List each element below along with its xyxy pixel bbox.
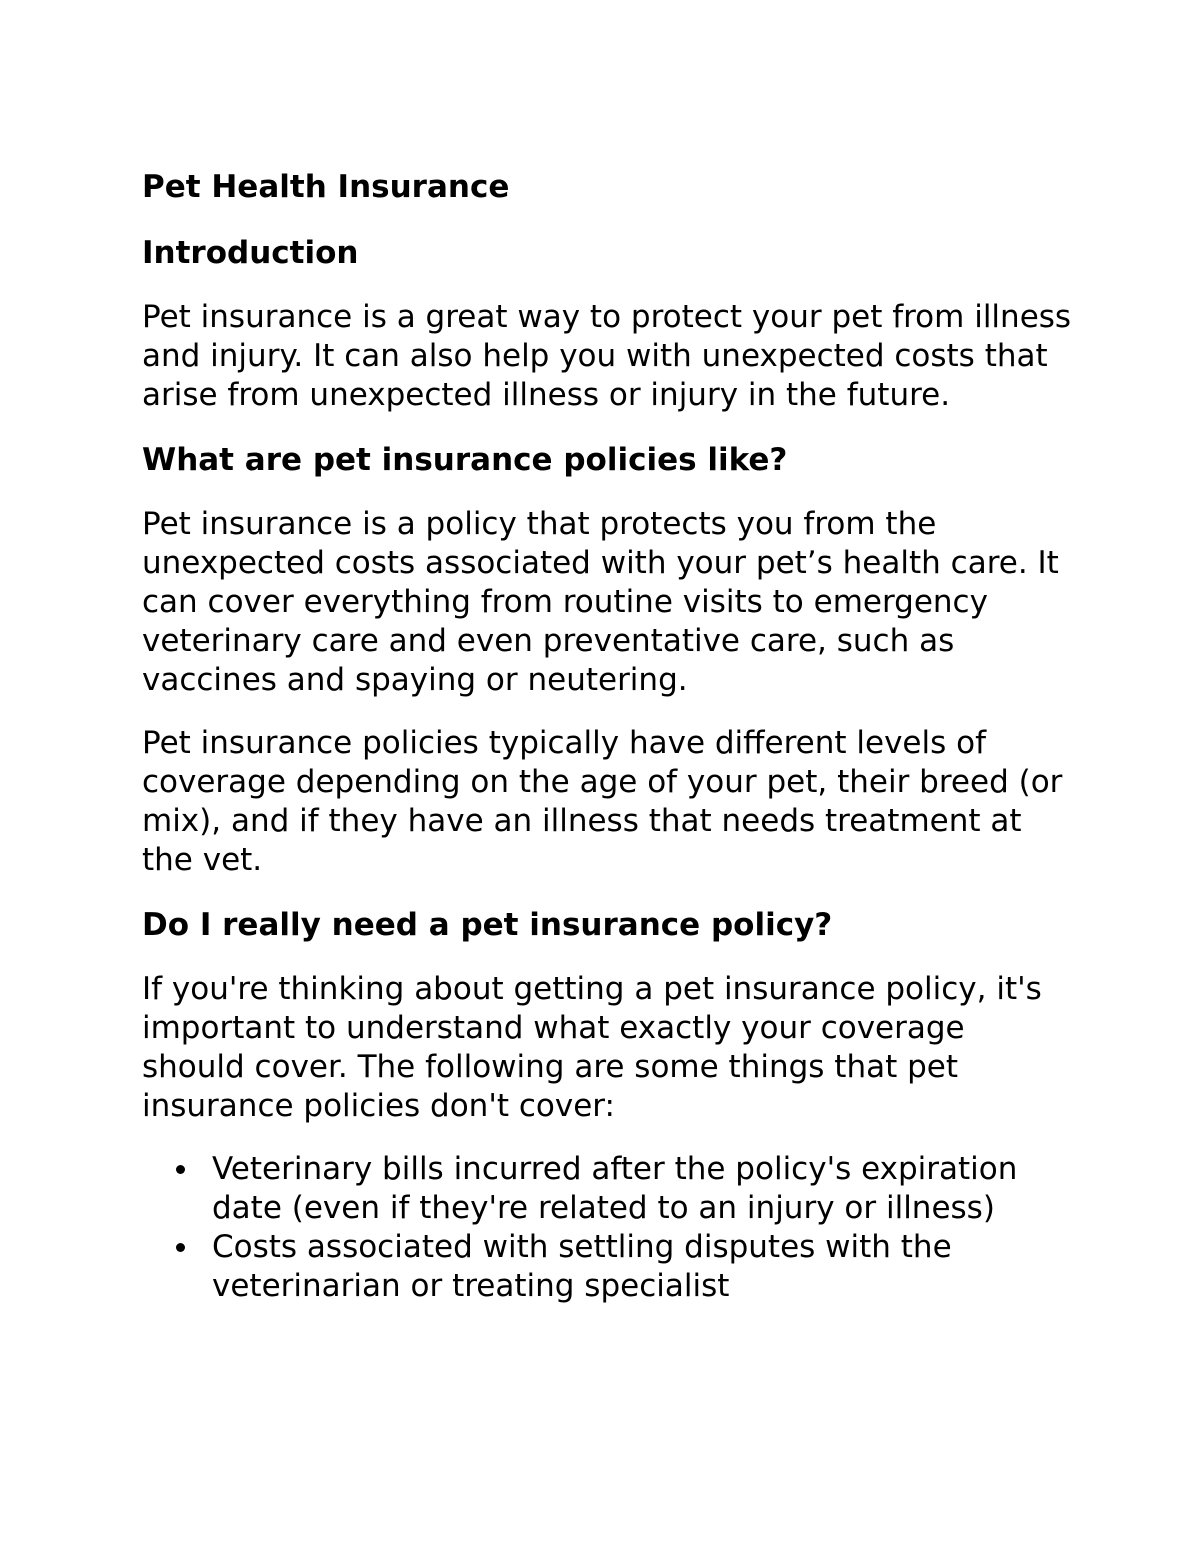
- section-heading: Do I really need a pet insurance policy?: [142, 907, 833, 943]
- list-item: [212, 1150, 1072, 1228]
- bullet-icon: [176, 1165, 185, 1174]
- document-page: [142, 166, 1072, 1306]
- section-paragraph: Pet insurance is a great way to protect your pet from illness and injury. It can also help you with unexpected costs that arise from unexpected illness or injury in the future.: [142, 299, 1072, 413]
- section-policies-like: [142, 439, 1072, 880]
- bullet-icon: [176, 1243, 185, 1252]
- section-need-policy: [142, 904, 1072, 1306]
- list-item: [212, 1228, 1072, 1306]
- section-paragraph: If you're thinking about getting a pet insurance policy, it's important to understand what exactly your coverage should cover. The following are some things that pet insurance policies don't cover:: [142, 971, 1042, 1124]
- list-item-text: Costs associated with settling disputes with the veterinarian or treating specialist: [212, 1229, 952, 1304]
- section-paragraph: Pet insurance policies typically have different levels of coverage depending on the age of your pet, their breed (or mix), and if they have an illness that needs treatment at the vet.: [142, 725, 1063, 878]
- list-item-text: Veterinary bills incurred after the policy's expiration date (even if they're related to an injury or illness): [212, 1151, 1018, 1226]
- document-title: Pet Health Insurance: [142, 169, 510, 205]
- section-paragraph: Pet insurance is a policy that protects you from the unexpected costs associated with your pet’s health care. It can cover everything from routine visits to emergency veterinary care and even preventative care, such as vaccines and spaying or neutering.: [142, 506, 1059, 698]
- section-heading: What are pet insurance policies like?: [142, 442, 788, 478]
- section-heading: Introduction: [142, 235, 359, 271]
- exclusions-list: [142, 1150, 1072, 1306]
- section-introduction: [142, 232, 1072, 415]
